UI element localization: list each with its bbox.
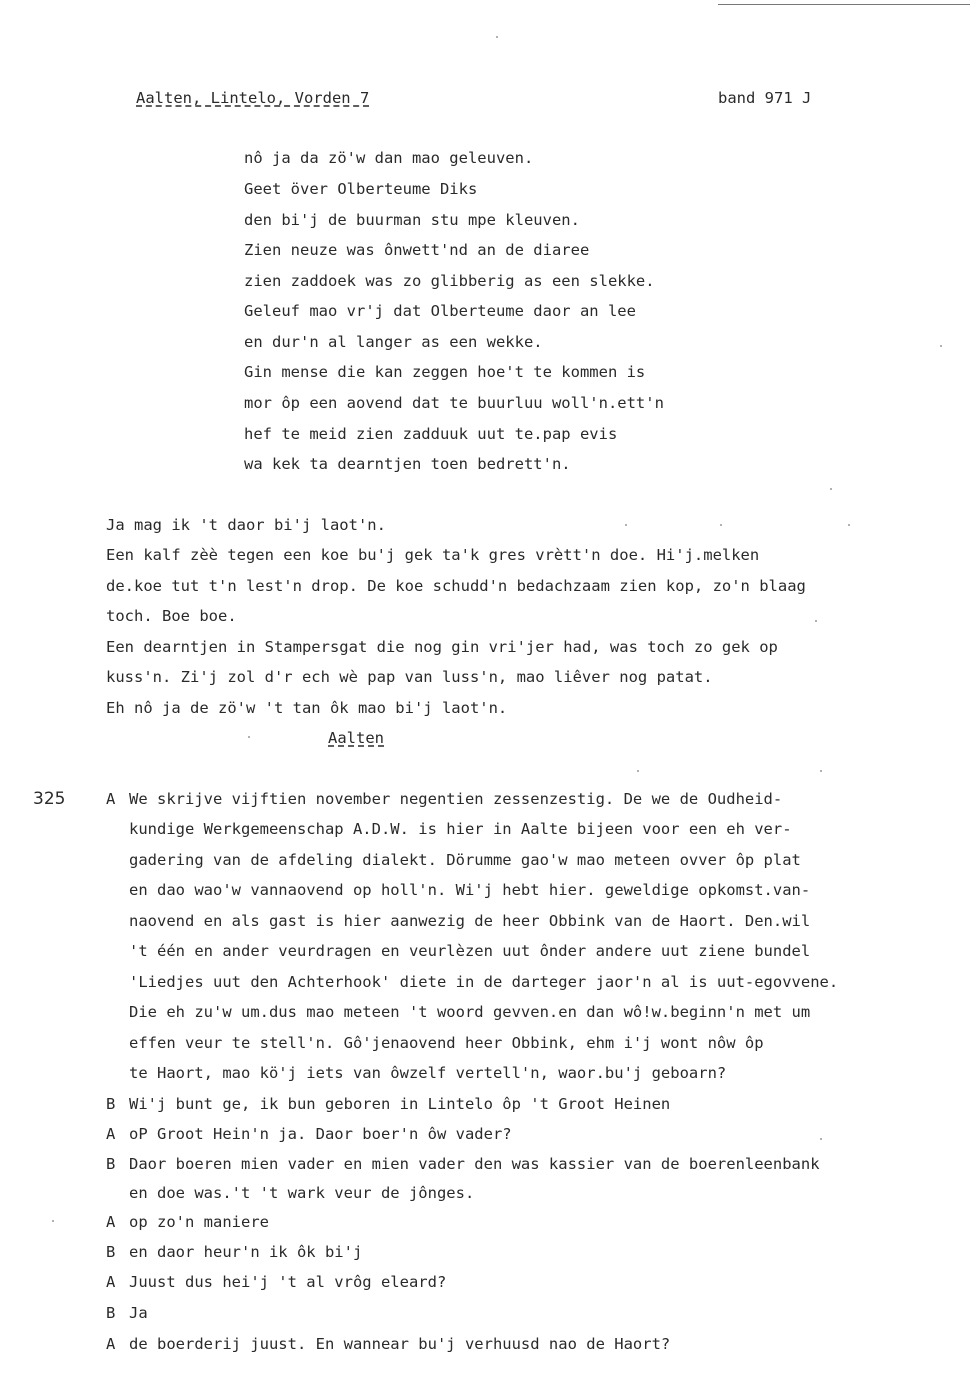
dialogue-line: Ja [129, 1304, 148, 1322]
poem-line: Geet över Olberteume Diks [244, 180, 478, 198]
prose-line: Ja mag ik 't daor bi'j laot'n. [106, 516, 386, 534]
speaker-label: B [106, 1095, 116, 1113]
speaker-label: A [106, 1213, 116, 1231]
scan-speck [637, 770, 639, 772]
poem-line: Gin mense die kan zeggen hoe't te kommen is [244, 363, 646, 381]
dialogue-line: kundige Werkgemeenschap A.D.W. is hier in Aalte bijeen voor een eh ver- [129, 820, 792, 838]
speaker-label: B [106, 1155, 116, 1173]
speaker-label: B [106, 1304, 116, 1322]
scan-speck [820, 770, 822, 772]
poem-line: Geleuf mao vr'j dat Olberteume daor an lee [244, 302, 636, 320]
prose-line: de.koe tut t'n lest'n drop. De koe schudd'n bedachzaam zien kop, zo'n blaag [106, 577, 806, 595]
poem-line: Zien neuze was ônwett'nd an de diaree [244, 241, 590, 259]
dialogue-line: en doe was.'t 't wark veur de jônges. [129, 1184, 475, 1202]
dialogue-line: op zo'n maniere [129, 1213, 269, 1231]
poem-line: wa kek ta dearntjen toen bedrett'n. [244, 455, 571, 473]
speaker-label: B [106, 1243, 116, 1261]
tape-counter: 325 [33, 789, 66, 809]
dialogue-line: Juust dus hei'j 't al vrôg eleard? [129, 1273, 447, 1291]
dialogue-line: en dao wao'w vannaovend op holl'n. Wi'j hebt hier. geweldige opkomst.van- [129, 881, 811, 899]
speaker-label: A [106, 1335, 116, 1353]
poem-line: mor ôp een aovend dat te buurluu woll'n.ett'n [244, 394, 664, 412]
speaker-label: A [106, 1125, 116, 1143]
dialogue-line: 'Liedjes uut den Achterhook' diete in de darteger jaor'n al is uut-egovvene. [129, 973, 839, 991]
dialogue-line: te Haort, mao kö'j iets van ôwzelf vertell'n, waor.bu'j geboarn? [129, 1064, 727, 1082]
poem-line: nô ja da zö'w dan mao geleuven. [244, 149, 534, 167]
section-title: Aalten [328, 729, 384, 747]
dialogue-line: We skrijve vijftien november negentien zessenzestig. De we de Oudheid- [129, 790, 783, 808]
prose-line: kuss'n. Zi'j zol d'r ech wè pap van luss'n, mao liêver nog patat. [106, 668, 713, 686]
dialogue-line: Die eh zu'w um.dus mao meteen 't woord gevven.en dan wô!w.beginn'n met um [129, 1003, 811, 1021]
dialogue-line: effen veur te stell'n. Gô'jenaovend heer Obbink, ehm i'j wont nôw ôp [129, 1034, 764, 1052]
poem-line: den bi'j de buurman stu mpe kleuven. [244, 211, 580, 229]
dialogue-line: gadering van de afdeling dialekt. Dörumme gao'w mao meteen ovver ôp plat [129, 851, 801, 869]
dialogue-line: Daor boeren mien vader en mien vader den was kassier van de boerenleenbank [129, 1155, 820, 1173]
poem-line: en dur'n al langer as een wekke. [244, 333, 543, 351]
scan-speck [52, 1220, 54, 1222]
speaker-label: A [106, 1273, 116, 1291]
scan-speck [940, 345, 942, 347]
poem-line: zien zaddoek was zo glibberig as een slekke. [244, 272, 655, 290]
dialogue-line: oP Groot Hein'n ja. Daor boer'n ôw vader? [129, 1125, 512, 1143]
scan-speck [815, 620, 817, 622]
dialogue-line: Wi'j bunt ge, ik bun geboren in Lintelo ôp 't Groot Heinen [129, 1095, 671, 1113]
scan-speck [820, 1138, 822, 1140]
speaker-label: A [106, 790, 116, 808]
prose-line: Een kalf zèè tegen een koe bu'j gek ta'k gres vrètt'n doe. Hi'j.melken [106, 546, 760, 564]
prose-line: toch. Boe boe. [106, 607, 237, 625]
dialogue-line: 't één en ander veurdragen en veurlèzen uut ônder andere uut ziene bundel [129, 942, 811, 960]
poem-line: hef te meid zien zadduuk uut te.pap evis [244, 425, 618, 443]
prose-line: Eh nô ja de zö'w 't tan ôk mao bi'j laot'n. [106, 699, 508, 717]
dialogue-line: en daor heur'n ik ôk bi'j [129, 1243, 363, 1261]
scan-speck [848, 524, 850, 526]
page-header-band: band 971 J [718, 89, 812, 107]
page-header-place: Aalten, Lintelo, Vorden 7 [136, 89, 370, 107]
scan-speck [248, 736, 250, 738]
dialogue-line: naovend en als gast is hier aanwezig de heer Obbink van de Haort. Den.wil [129, 912, 811, 930]
scan-speck [625, 524, 627, 526]
prose-line: Een dearntjen in Stampersgat die nog gin vri'jer had, was toch zo gek op [106, 638, 778, 656]
top-edge-line [718, 4, 970, 5]
scan-speck [720, 524, 722, 526]
scan-speck [830, 488, 832, 490]
dialogue-line: de boerderij juust. En wannear bu'j verhuusd nao de Haort? [129, 1335, 671, 1353]
scan-speck [496, 36, 498, 38]
